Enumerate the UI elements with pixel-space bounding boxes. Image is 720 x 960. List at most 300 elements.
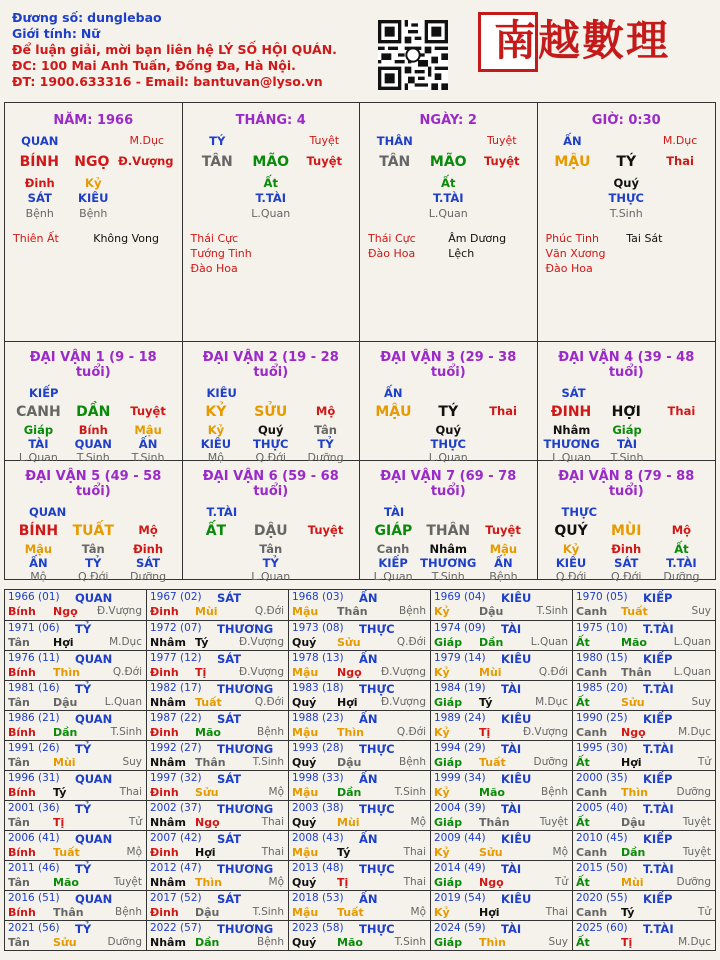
hidden-stem-col [544,542,599,584]
ten-god: THÂN [376,134,413,148]
year-branch: Sửu [621,696,645,709]
stem-branch-row [544,404,710,420]
year-stem: Đinh [150,846,179,859]
year-cell [431,590,573,620]
year-stem: Đinh [150,666,179,679]
year-branch: Dần [621,846,646,859]
year-label: 1975 (10) [576,622,628,634]
year-label: 1997 (32) [150,772,202,784]
year-row [5,920,715,950]
hidden-stem: Kỷ [207,423,225,437]
hidden-stem-col [368,176,422,221]
stem-branch-row [366,404,531,420]
year-stem: Bính [8,726,36,739]
hidden-stems [11,423,176,465]
year-label: 1996 (31) [8,772,60,784]
hidden-stage: Bệnh [25,207,54,220]
year-stem: Mậu [292,906,319,919]
year-stem: Nhâm [150,876,186,889]
hidden-god: TỶ [317,437,334,451]
ten-god: ẤN [359,892,378,906]
year-row [5,890,715,920]
hidden-god: ẤN [29,556,48,570]
heavenly-stem: ẤT [205,523,227,539]
dai-van-title: ĐẠI VẬN 7 (69 - 78 tuổi) [380,469,517,499]
year-branch: Tị [337,876,349,889]
ten-god: TỶ [75,742,92,756]
year-stem: Tân [8,936,30,949]
year-stem: Giáp [434,936,463,949]
year-label: 2020 (55) [576,892,628,904]
life-stage: Thai [403,876,426,888]
year-branch: Thìn [53,666,80,679]
year-label: 2004 (39) [434,802,486,814]
heavenly-stem: QUÝ [554,523,588,539]
year-branch: Tý [53,786,67,799]
year-cell [573,621,715,650]
earthly-branch: TÝ [616,154,637,170]
life-stage: Suy [691,605,711,617]
stars-right [448,231,528,261]
year-branch: Tý [195,636,209,649]
hidden-stem: Tân [81,542,105,556]
hidden-god: TỶ [262,556,279,570]
ten-god: KIÊU [501,772,532,786]
hidden-stems [544,423,710,465]
hidden-stem-col [599,542,654,584]
ten-god: QUAN [21,134,59,148]
ten-god: ẤN [359,591,378,605]
year-cell [147,861,289,890]
stars-left [368,231,448,261]
life-stage: L.Quan [104,696,142,708]
year-branch: Ngọ [195,816,220,829]
ten-god: THỰC [359,682,395,696]
year-cell [573,861,715,890]
year-label: 1974 (09) [434,622,486,634]
year-cell [147,741,289,770]
year-branch: Mão [621,636,647,649]
ten-god: SÁT [217,591,242,605]
year-branch: Dậu [337,756,362,769]
year-cell [431,831,573,860]
year-stem: Bính [8,666,36,679]
hidden-god: T.TÀI [255,191,287,205]
year-stem: Tân [8,756,30,769]
ten-god: KIÊU [206,386,237,400]
hidden-god: THƯƠNG [420,556,477,570]
year-cell [5,921,147,950]
year-row [5,590,715,620]
year-row [5,770,715,800]
year-label: 2021 (56) [8,922,60,934]
year-cell [573,590,715,620]
hidden-stem-col [11,542,66,584]
hidden-god: KIẾP [378,556,408,570]
ten-god: ẤN [359,832,378,846]
year-stem: Mậu [292,726,319,739]
dai-van-title: ĐẠI VẬN 6 (59 - 68 tuổi) [202,469,339,499]
hidden-stage: T.Sinh [131,451,165,464]
year-label: 1992 (27) [150,742,202,754]
hidden-god: THỰC [430,437,466,451]
ten-god: KIÊU [501,712,532,726]
life-stage: Bệnh [399,756,426,768]
year-branch: Thìn [479,936,506,949]
year-stem: Kỷ [434,906,450,919]
earthly-branch: TÝ [438,404,459,420]
life-stage: T.Sinh [394,786,426,798]
star-label: Đào Hoa [368,247,416,260]
pillars-grid [4,102,716,583]
year-label: 2016 (51) [8,892,60,904]
pillar-god-row [368,134,529,148]
hidden-stem-col [66,423,121,465]
life-stage: Thai [119,786,142,798]
year-stem: Giáp [434,876,463,889]
ten-god: THƯƠNG [217,622,274,636]
year-branch: Thân [479,816,510,829]
year-stem: Kỷ [434,786,450,799]
year-label: 1991 (26) [8,742,60,754]
earthly-branch: TUẤT [72,523,114,539]
ten-god: TỶ [75,802,92,816]
year-cell [5,621,147,650]
year-branch: Tị [195,666,207,679]
heavenly-stem: TÂN [379,154,411,170]
ten-god: ẤN [359,712,378,726]
year-cell [147,651,289,680]
year-row [5,680,715,710]
hidden-stage: T.Sinh [610,451,644,464]
ten-god: TỶ [75,862,92,876]
ten-god: KIẾP [643,772,673,786]
hidden-stem: Mậu [489,542,518,556]
year-stem: Canh [576,786,608,799]
year-stem: Mậu [292,666,319,679]
year-stem: Nhâm [150,936,186,949]
year-label: 2003 (38) [292,802,344,814]
year-branch: Hợi [53,636,74,649]
earthly-branch: DẦN [76,404,111,420]
phase: Mộ [671,523,692,537]
year-branch: Sửu [337,636,361,649]
special-stars [368,231,529,261]
life-stage: Bệnh [257,726,284,738]
year-branch: Ngọ [621,726,646,739]
life-stage: Thai [403,846,426,858]
life-stage: Mộ [126,846,142,858]
pillar-god-row [13,134,174,148]
hidden-stem-col [189,423,244,465]
life-stage: Bệnh [541,786,568,798]
ten-god: TÀI [501,922,522,936]
hidden-stem-col [475,176,529,221]
hidden-stem-col [66,542,121,584]
hidden-stem-col [67,176,121,221]
life-stage: M.Dục [662,134,698,147]
year-row [5,620,715,650]
life-stage: Dưỡng [107,936,142,948]
ten-god: TÀI [501,802,522,816]
hidden-stem-col [654,542,709,584]
ten-god: SÁT [217,832,242,846]
life-stage: L.Quan [673,636,711,648]
year-label: 1979 (14) [434,652,486,664]
hidden-stem-col [421,423,476,465]
year-cell [573,921,715,950]
year-branch: Tị [621,936,633,949]
hidden-stem-col [243,423,298,465]
hidden-stem: Ất [441,176,456,190]
life-stage: Mộ [552,846,568,858]
gender-line: Giới tính: Nữ [12,26,101,41]
hidden-stem: Bính [78,423,108,437]
life-stage: Đ.Vượng [96,605,142,617]
hidden-stems [191,176,352,221]
life-stage: Q.Đới [396,726,426,738]
year-label: 1967 (02) [150,591,202,603]
year-label: 1986 (21) [8,712,60,724]
hidden-stem: Tân [259,542,283,556]
year-label: 1972 (07) [150,622,202,634]
star-label: Thiên Ất [13,232,59,245]
year-cell [147,891,289,920]
year-stem: Nhâm [150,756,186,769]
year-label: 2009 (44) [434,832,486,844]
year-label: 1977 (12) [150,652,202,664]
year-label: 1984 (19) [434,682,486,694]
stem-branch-row [544,523,710,539]
year-branch: Hợi [621,756,642,769]
owner-line: Đương số: dunglebao [12,10,162,25]
hidden-stem: Nhâm [552,423,591,437]
year-cell [147,831,289,860]
hidden-stage: L.Quan [428,451,468,464]
star-label: Phúc Tinh [545,232,600,245]
pillar-cell [183,103,361,341]
life-stage: M.Dục [129,134,164,147]
year-label: 2002 (37) [150,802,202,814]
ten-god: SÁT [217,772,242,786]
ten-god: T.TÀI [643,802,674,816]
year-label: 1999 (34) [434,772,486,784]
year-stem: Quý [292,756,317,769]
year-branch: Hợi [479,906,500,919]
life-stage: Tuyệt [682,816,711,828]
life-stage: Dưỡng [676,876,711,888]
hidden-god: SÁT [136,556,161,570]
earthly-branch: NGỌ [74,154,110,170]
year-stem: Quý [292,936,317,949]
hidden-stem-col [546,176,600,221]
hidden-stage: Q.Đới [78,570,109,583]
hidden-god: QUAN [74,437,112,451]
life-stage: M.Dục [678,936,711,948]
year-branch: Tý [479,696,493,709]
dai-van-title: ĐẠI VẬN 8 (79 - 88 tuổi) [558,469,695,499]
life-stage: Tử [697,906,711,918]
hidden-stem-col [243,542,298,584]
year-cell [5,771,147,800]
life-stage: Đ.Vượng [238,636,284,648]
heavenly-stem: TÂN [201,154,233,170]
phase: Tuyệt [130,404,166,418]
life-stage: Đ.Vượng [238,666,284,678]
special-stars [13,231,174,246]
stem-branch-row [189,404,354,420]
year-branch: Mão [337,936,363,949]
hidden-stage: Mộ [30,570,47,583]
year-label: 1966 (01) [8,591,60,603]
ten-god: T.TÀI [643,682,674,696]
year-branch: Thân [195,756,226,769]
ten-god: KIẾP [643,591,673,605]
dai-van-cell [5,342,183,464]
life-stage: L.Quan [673,666,711,678]
ten-god: QUAN [75,652,113,666]
year-stem: Kỷ [434,726,450,739]
hidden-stem-col [366,423,421,465]
life-stage: M.Dục [678,726,711,738]
year-branch: Dậu [479,605,504,618]
hidden-stem: Giáp [23,423,54,437]
year-label: 1994 (29) [434,742,486,754]
year-stem: Tân [8,696,30,709]
year-cell [573,651,715,680]
year-label: 2012 (47) [150,862,202,874]
year-cell [5,590,147,620]
hidden-stem-col [420,542,476,584]
hidden-god: TỶ [85,556,102,570]
hidden-stem-col [191,176,245,221]
hidden-stem-col [13,176,67,221]
hidden-god: TÀI [28,437,49,451]
ten-god: THƯƠNG [217,862,274,876]
annual-luck-table [4,589,716,951]
heavenly-stem: CANH [16,404,61,420]
ten-god: QUAN [29,505,67,519]
year-label: 1969 (04) [434,591,486,603]
hidden-god: ẤN [138,437,158,451]
year-branch: Mão [479,786,505,799]
header-info [12,10,337,90]
year-cell [573,741,715,770]
hidden-stage: L.Quan [18,451,58,464]
star-label: Thái Cực [368,232,416,245]
year-stem: Đinh [150,906,179,919]
year-label: 1988 (23) [292,712,344,724]
year-label: 1981 (16) [8,682,60,694]
year-cell [573,831,715,860]
year-label: 2005 (40) [576,802,628,814]
pillar-god-row [191,134,352,148]
year-label: 2014 (49) [434,862,486,874]
hidden-stems [13,176,174,221]
hidden-god: ẤN [494,556,513,570]
year-branch: Sửu [195,786,219,799]
special-stars [191,231,352,276]
dai-van-cell [538,342,716,464]
hidden-stem-col [298,542,353,584]
hidden-stage: Dưỡng [130,570,167,583]
dai-van-cell [183,342,361,464]
star-label: Tai Sát [626,232,663,245]
year-branch: Tuất [337,906,364,919]
year-cell [431,891,573,920]
pillar-stem-branch-row [191,154,352,170]
year-cell [573,891,715,920]
year-label: 2007 (42) [150,832,202,844]
star-label: Không Vong [93,232,159,245]
logo-text: 南越數理 [494,16,671,65]
ten-god: QUAN [75,591,113,605]
year-stem: Ất [576,696,590,709]
year-label: 2017 (52) [150,892,202,904]
ten-god: KIẾP [643,712,673,726]
pillar-cell [5,103,183,341]
ten-god: T.TÀI [643,862,674,876]
hidden-god: THƯƠNG [543,437,600,451]
year-cell [5,801,147,830]
pillar-stem-branch-row [368,154,529,170]
life-stage: Mộ [268,876,284,888]
heavenly-stem: BÍNH [18,523,59,539]
year-cell [289,921,431,950]
pillar-title: NĂM: 1966 [53,113,134,128]
hidden-stem-col [298,423,353,465]
life-stage: T.Sinh [394,936,426,948]
year-branch: Mùi [337,816,360,829]
stars-left [13,231,93,246]
dai-van-title: ĐẠI VẬN 5 (49 - 58 tuổi) [25,469,162,499]
year-cell [289,590,431,620]
stars-left [191,231,271,276]
star-label: Thái Cực [190,232,239,245]
hidden-stem: Kỷ [85,176,102,190]
heavenly-stem: BÍNH [19,154,59,170]
ten-god: KIÊU [501,832,532,846]
star-label: Đào Hoa [545,262,593,275]
star-label: Tướng Tinh [190,247,252,260]
year-branch: Thân [337,605,368,618]
year-label: 1973 (08) [292,622,344,634]
year-branch: Dậu [53,696,78,709]
life-stage: Thai [545,906,568,918]
year-label: 1998 (33) [292,772,344,784]
year-cell [147,681,289,710]
year-branch: Tị [479,726,491,739]
hidden-stem: Ất [263,176,278,190]
year-branch: Sửu [479,846,503,859]
earthly-branch: HỢI [611,404,641,420]
year-cell [289,621,431,650]
year-cell [289,681,431,710]
year-label: 2010 (45) [576,832,628,844]
year-label: 1989 (24) [434,712,486,724]
year-stem: Kỷ [434,846,450,859]
ten-god: TÀI [501,622,522,636]
life-stage: M.Dục [535,696,568,708]
year-stem: Mậu [292,846,319,859]
spacer [244,134,298,148]
hidden-stage: Q.Đới [611,570,642,583]
pillar-cell [360,103,538,341]
stars-right [271,231,351,276]
ten-god: TÀI [501,862,522,876]
hidden-stems [366,542,531,584]
hidden-stem-col [544,423,600,465]
